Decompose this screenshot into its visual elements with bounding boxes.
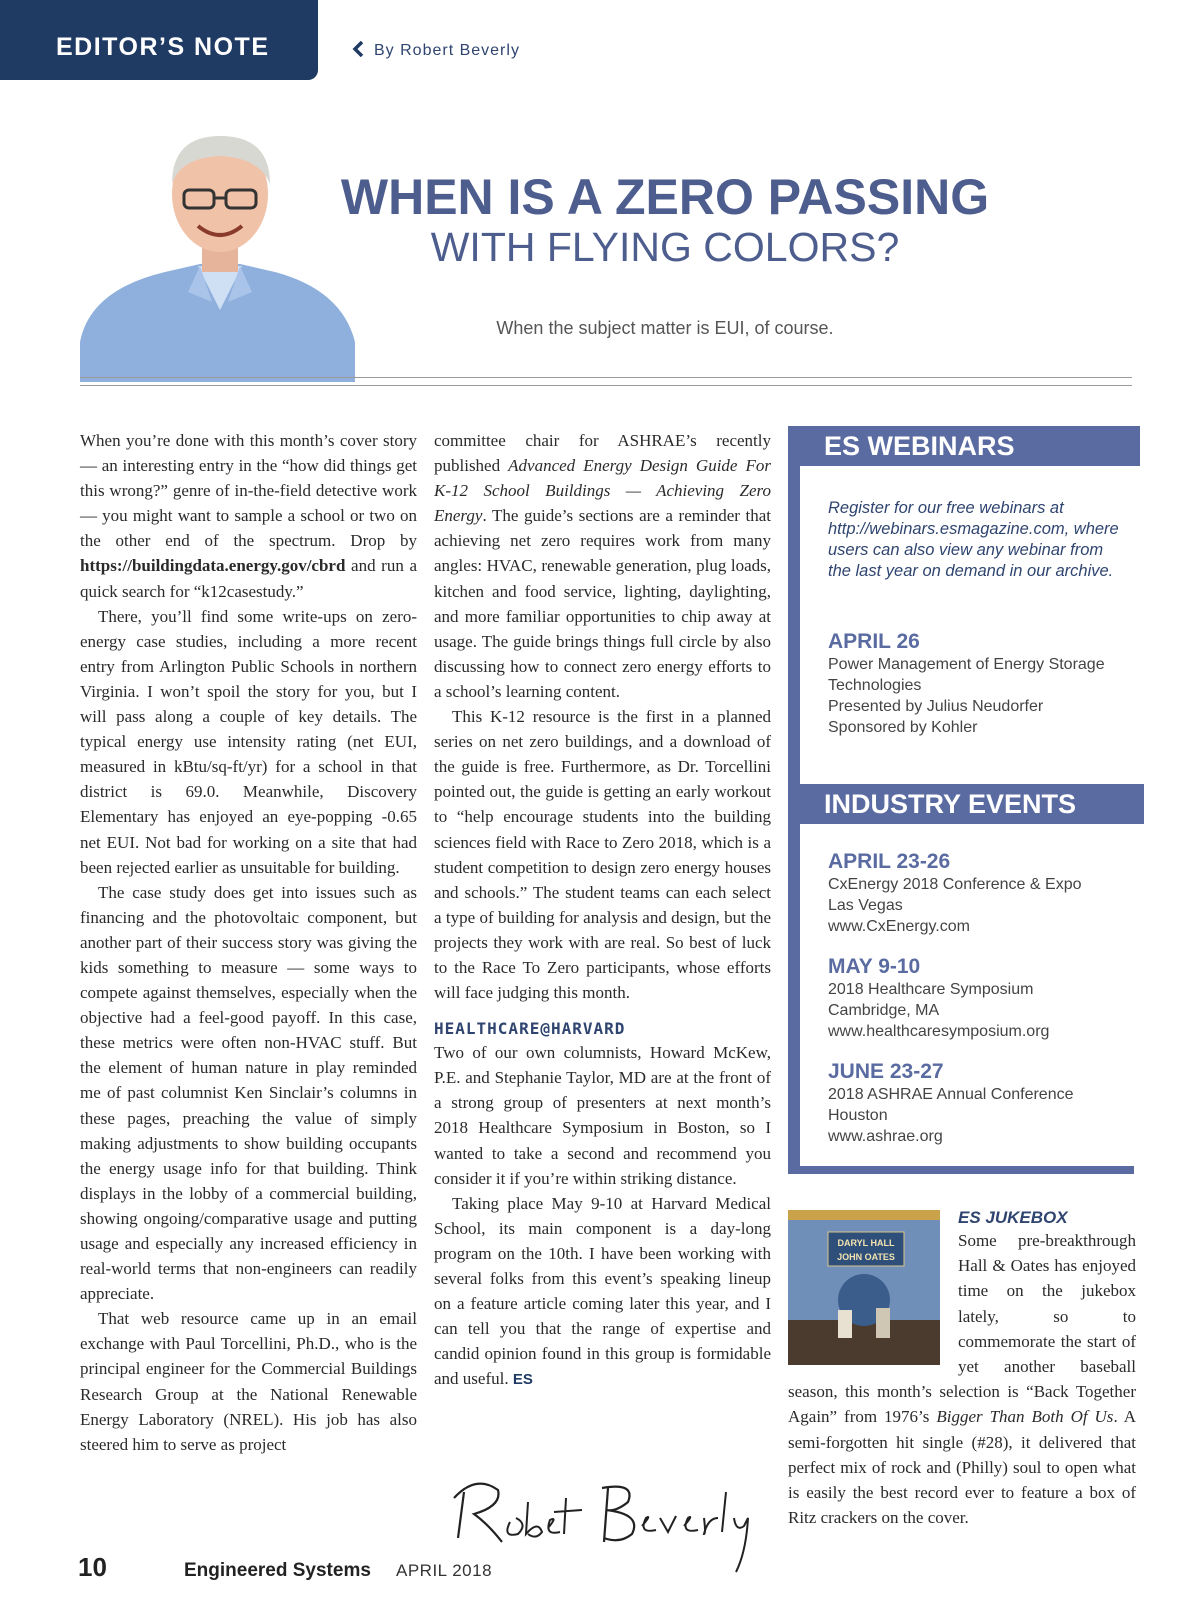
album-cover-image <box>788 1210 940 1365</box>
event-line: Houston <box>828 1107 888 1124</box>
webinars-heading: ES WEBINARS <box>788 426 1140 466</box>
text-run: Taking place May 9-10 at Harvard Medical School, its main component is a day-long program on the 10th. I have been working with several folks from this event’s speaking lineup on a feature article coming later this year, and I can tell you that the range of expertise and candid opinion found in this group is formidable and useful. <box>434 1193 771 1389</box>
issue-date: APRIL 2018 <box>396 1561 493 1580</box>
event-line: 2018 Healthcare Symposium <box>828 981 1034 998</box>
magazine-name: Engineered Systems <box>184 1560 371 1581</box>
event-date: APRIL 23-26 <box>828 850 951 873</box>
jukebox-box <box>788 1208 1136 1530</box>
article-column-1 <box>80 428 417 1457</box>
byline-text: By Robert Beverly <box>374 42 520 59</box>
event-line: Sponsored by Kohler <box>828 719 978 736</box>
event-line: CxEnergy 2018 Conference & Expo <box>828 876 1082 893</box>
event-item <box>828 1060 1128 1147</box>
end-mark: ES <box>512 1371 533 1389</box>
webinar-item <box>828 630 1128 738</box>
article-column-2 <box>434 428 771 1391</box>
event-url[interactable]: www.healthcaresymposium.org <box>828 1023 1050 1040</box>
event-date: APRIL 26 <box>828 630 920 653</box>
section-label: EDITOR’S NOTE <box>56 33 270 61</box>
byline <box>352 41 520 60</box>
divider-rule <box>80 385 1132 386</box>
paragraph <box>434 428 771 704</box>
paragraph: Two of our own columnists, Howard McKew, P.E. and Stephanie Taylor, MD are at the front of a strong group of presenters at next month’s 2018 Healthcare Symposium in Boston, so I wanted to take a second and recommend you consider it if you’re within striking distance. <box>434 1043 771 1188</box>
event-line: 2018 ASHRAE Annual Conference <box>828 1086 1074 1103</box>
text-run: . The guide’s sections are a reminder that achieving net zero requires work from many angles: HVAC, renewable generation, plug loads, kitchen and food service, lighting, daylighting, and more familiar opportunities to chip away at usage. The guide brings things full circle by also discussing how to connect zero energy efforts to a school’s learning content. <box>434 506 771 701</box>
paragraph: There, you’ll find some write-ups on zero-energy case studies, including a more recent entry from Arlington Public Schools in northern Virginia. I won’t spoil the story for you, but I will pass along a couple of key details. The typical energy use intensity rating (net EUI, measured in kBtu/sq-ft/yr) for a school in that district is 69.0. Meanwhile, Discovery Elementary has enjoyed an eye-popping -0.65 net EUI. Not bad for working on a site that had been rejected earlier as unsuitable for building. <box>80 606 417 877</box>
text-run: and run a quick search for “k12casestudy.” <box>80 556 417 601</box>
sidebar-border <box>788 1166 1134 1174</box>
jukebox-title: ES JUKEBOX <box>958 1208 1068 1227</box>
text-run: committee chair for ASHRAE’s recently published <box>434 431 771 476</box>
event-item <box>828 850 1128 937</box>
event-item <box>828 955 1128 1042</box>
event-date: JUNE 23-27 <box>828 1060 944 1083</box>
section-tab <box>0 0 318 80</box>
event-line: Presented by Julius Neudorfer <box>828 698 1044 715</box>
page-number: 10 <box>78 1552 107 1582</box>
event-url[interactable]: www.CxEnergy.com <box>828 918 970 935</box>
author-portrait <box>80 132 355 382</box>
event-line: Power Management of Energy Storage Technologies <box>828 656 1105 694</box>
cover-text: DARYL HALL <box>837 1238 895 1248</box>
event-url[interactable]: www.ashrae.org <box>828 1128 943 1145</box>
author-signature <box>436 1462 766 1574</box>
section-subhead: HEALTHCARE@HARVARD <box>434 1019 626 1039</box>
paragraph: This K-12 resource is the first in a planned series on net zero buildings, and a download of the guide is free. Furthermore, as Dr. Torcellini pointed out, the guide is getting an early workout to “help encourage students into the building sciences field with Race to Zero 2018, which is a student competition to design zero energy houses and schools.” The student teams can each select a type of building for analysis and design, but the projects they work with are real. So best of luck to the Race To Zero participants, whose efforts will face judging this month. <box>434 707 771 1003</box>
event-line: Cambridge, MA <box>828 1002 940 1019</box>
webinars-intro: Register for our free webinars at http://webinars.esmagazine.com, where users can also view any webinar from the last year on demand in our archive. <box>828 499 1119 580</box>
album-title: Bigger Than Both Of Us <box>936 1407 1114 1427</box>
paragraph: The case study does get into issues such as financing and the photovoltaic component, but another part of their success story was giving the kids something to measure — some ways to compete against themselves, especially when the objective had a feel-good payoff. In this case, these metrics were often non-HVAC stuff. But the element of human nature in play reminded me of past columnist Ken Sinclair’s columns in these pages, preaching the value of simply making adjustments to show building occupants the energy usage info for that building. Think displays in the lobby of a commercial building, showing ongoing/comparative usage and putting usage and especially any increased efficiency in real-world terms that non-engineers can readily appreciate. <box>80 882 417 1304</box>
events-heading: INDUSTRY EVENTS <box>788 784 1144 824</box>
event-line: Las Vegas <box>828 897 903 914</box>
book-title: Advanced Energy Design Guide For K-12 School Buildings — Achieving Zero Energy <box>434 456 772 526</box>
paragraph <box>434 1191 771 1392</box>
headline-line1: WHEN IS A ZERO PASSING <box>340 169 990 225</box>
paragraph <box>80 428 417 604</box>
text-run: When you’re done with this month’s cover story — an interesting entry in the “how did things get this wrong?” genre of in-the-field detective work — you might want to sample a school or two on the other end of the spectrum. Drop by <box>80 431 417 551</box>
divider-rule <box>80 377 1132 378</box>
headline-subtitle: When the subject matter is EUI, of course. <box>496 318 834 338</box>
text-run: Some pre-breakthrough Hall & Oates has enjoyed time on the jukebox lately, so to commemorate the start of yet another baseball season, this month’s selection is “Back Together Again” from 1976’s <box>788 1231 1136 1427</box>
headline-line2: WITH FLYING COLORS? <box>430 224 900 270</box>
link-url[interactable]: https://buildingdata.energy.gov/cbrd <box>80 556 346 576</box>
paragraph: That web resource came up in an email exchange with Paul Torcellini, Ph.D., who is the principal engineer for the Commercial Buildings Research Group at the National Renewable Energy Laboratory (NREL). His job has also steered him to serve as project <box>80 1309 417 1454</box>
sidebar <box>788 426 1144 1174</box>
cover-text: JOHN OATES <box>837 1252 895 1262</box>
event-date: MAY 9-10 <box>828 955 921 978</box>
chevron-left-icon <box>352 41 364 57</box>
text-run: . A semi-forgotten hit single (#28), it delivered that perfect mix of rock and (Philly) soul to open what is easily the best record ever to feature a box of Ritz crackers on the cover. <box>788 1407 1136 1528</box>
